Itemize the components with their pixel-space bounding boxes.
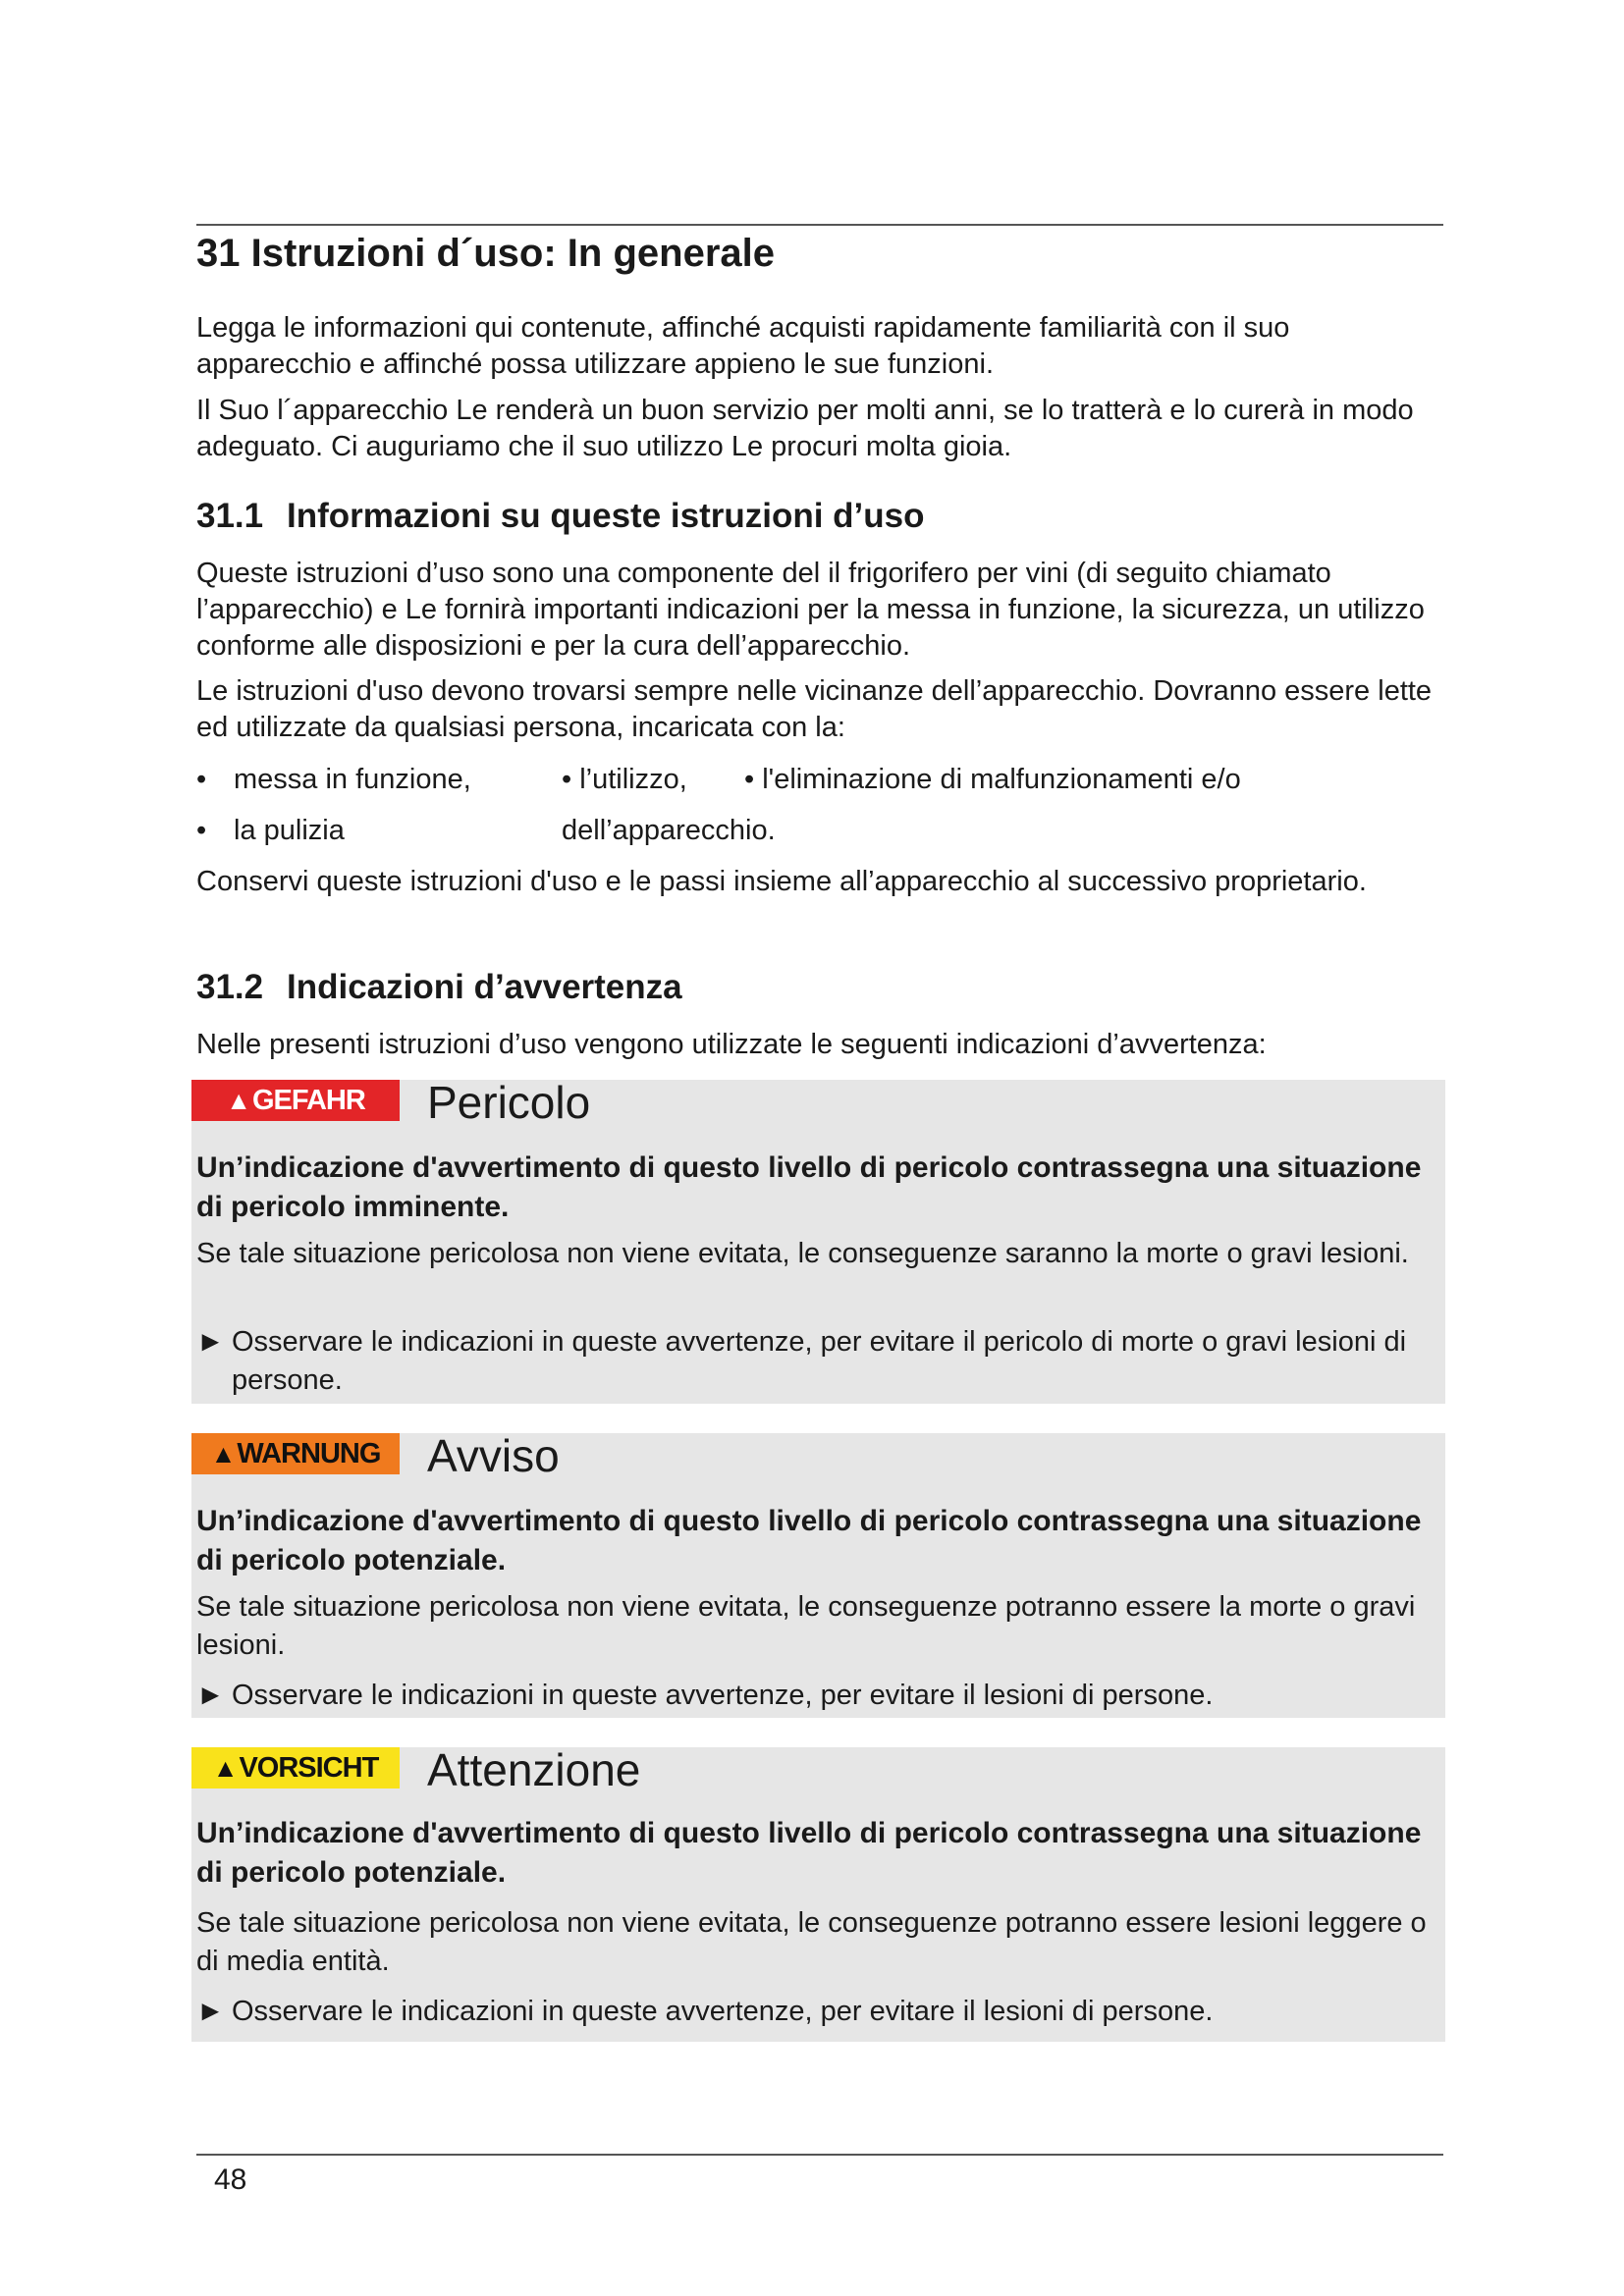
header-rule	[196, 224, 1443, 226]
section1-paragraph-1: Queste istruzioni d’uso sono una componente del il frigorifero per vini (di seguito chiamato l’apparecchio) e Le fornirà importanti indicazioni per la messa in funzione, la sicurezza, un utilizzo conforme alle disposizioni e per la cura dell’apparecchio.	[196, 558, 1425, 662]
list-item: • la pulizia	[196, 815, 345, 846]
warning-title: Pericolo	[427, 1077, 591, 1128]
warning-consequence: Se tale situazione pericolosa non viene evitata, le conseguenze saranno la morte o gravi lesioni.	[196, 1238, 1409, 1269]
warning-triangle-icon: ▲	[226, 1085, 250, 1115]
section-number: 31.1	[196, 497, 264, 535]
arrow-right-icon: ►	[196, 1326, 225, 1358]
warning-consequence: Se tale situazione pericolosa non viene evitata, le conseguenze potranno essere la morte o gravi lesioni.	[196, 1591, 1416, 1661]
warning-triangle-icon: ▲	[210, 1438, 236, 1468]
warning-consequence: Se tale situazione pericolosa non viene evitata, le conseguenze potranno essere lesioni leggere o di media entità.	[196, 1907, 1427, 1977]
list-item: • l’utilizzo,	[562, 764, 687, 795]
warning-box-warning	[191, 1430, 1445, 1718]
warning-statement: Un’indicazione d'avvertimento di questo livello di pericolo contrassegna una situazione di pericolo potenziale.	[196, 1817, 1422, 1889]
caution-badge: ▲ VORSICHT	[191, 1747, 400, 1789]
list-item: • l'eliminazione di malfunzionamenti e/o	[744, 764, 1241, 795]
warning-statement: Un’indicazione d'avvertimento di questo livello di pericolo contrassegna una situazione di pericolo imminente.	[196, 1151, 1422, 1223]
warning-box-caution	[191, 1744, 1445, 2042]
warning-title: Attenzione	[427, 1744, 641, 1795]
section-heading-31-1	[196, 497, 924, 536]
section1-paragraph-3: Conservi queste istruzioni d'uso e le passi insieme all’apparecchio al successivo proprietario.	[196, 866, 1367, 897]
intro-paragraph-2: Il Suo l´apparecchio Le renderà un buon servizio per molti anni, se lo tratterà e lo curerà in modo adeguato. Ci auguriamo che il suo utilizzo Le procuri molta gioia.	[196, 395, 1414, 462]
section-heading-31-2	[196, 968, 682, 1007]
list-item: dell’apparecchio.	[562, 815, 776, 846]
warning-box-danger	[191, 1077, 1445, 1404]
warning-action: ► Osservare le indicazioni in queste avvertenze, per evitare il lesioni di persone.	[196, 1677, 1434, 1715]
warning-statement: Un’indicazione d'avvertimento di questo livello di pericolo contrassegna una situazione di pericolo potenziale.	[196, 1505, 1422, 1576]
section1-paragraph-2: Le istruzioni d'uso devono trovarsi sempre nelle vicinanze dell’apparecchio. Dovranno essere lette ed utilizzate da qualsiasi persona, incaricata con la:	[196, 675, 1433, 743]
danger-badge: ▲ GEFAHR	[191, 1080, 400, 1121]
warning-triangle-icon: ▲	[212, 1752, 238, 1783]
footer-rule	[196, 2154, 1443, 2156]
intro-paragraph-1: Legga le informazioni qui contenute, affinché acquisti rapidamente familiarità con il suo apparecchio e affinché possa utilizzare appieno le sue funzioni.	[196, 312, 1290, 380]
warning-action: ► Osservare le indicazioni in queste avvertenze, per evitare il lesioni di persone.	[196, 1993, 1434, 2031]
chapter-heading: 31 Istruzioni d´uso: In generale	[196, 232, 775, 275]
list-item: • messa in funzione,	[196, 764, 471, 795]
warning-title: Avviso	[427, 1430, 560, 1481]
warning-action: ► Osservare le indicazioni in queste avvertenze, per evitare il pericolo di morte o gravi lesioni di persone.	[196, 1323, 1434, 1400]
arrow-right-icon: ►	[196, 1996, 225, 2027]
section-title: Indicazioni d’avvertenza	[287, 968, 682, 1006]
warning-badge: ▲ WARNUNG	[191, 1433, 400, 1474]
section-number: 31.2	[196, 968, 264, 1006]
arrow-right-icon: ►	[196, 1680, 225, 1711]
section2-intro: Nelle presenti istruzioni d’uso vengono utilizzate le seguenti indicazioni d’avvertenza:	[196, 1029, 1267, 1060]
section-title: Informazioni su queste istruzioni d’uso	[287, 497, 925, 535]
page-number: 48	[214, 2163, 247, 2196]
